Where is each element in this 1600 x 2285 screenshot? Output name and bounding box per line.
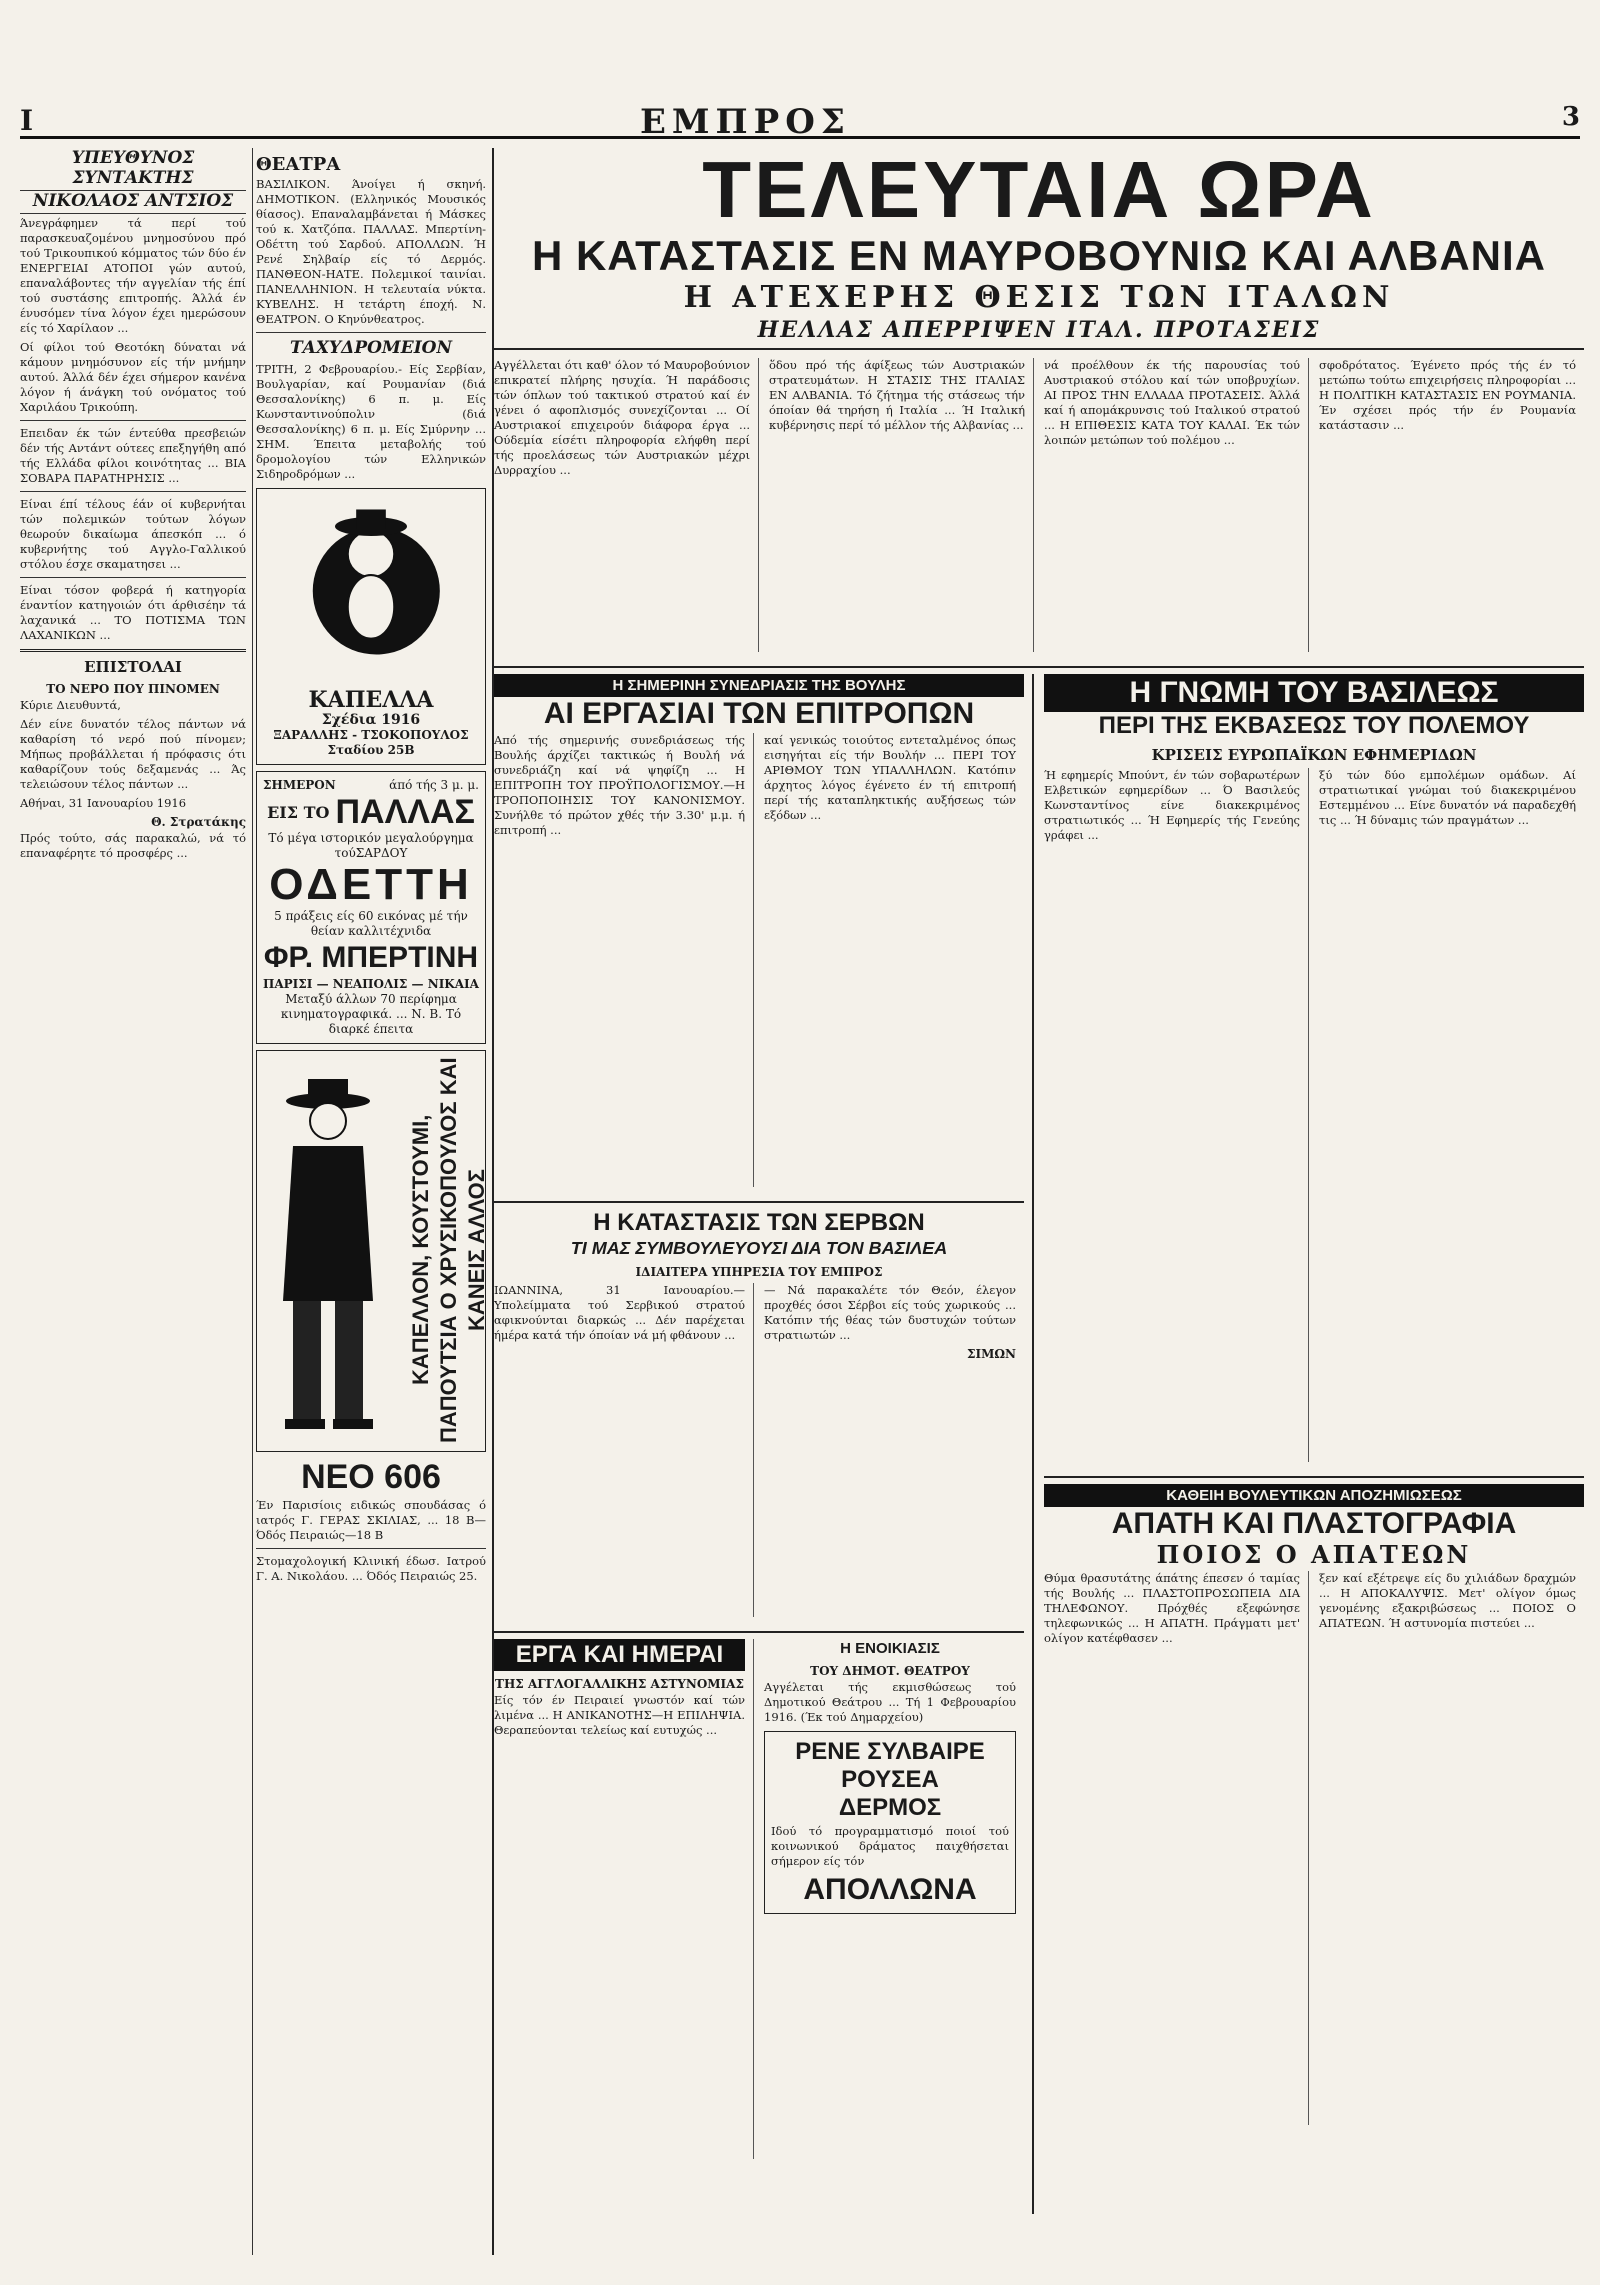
- left-column: [20, 148, 253, 2255]
- boule-title: Η ΣΗΜΕΡΙΝΗ ΣΥΝΕΔΡΙΑΣΙΣ ΤΗΣ ΒΟΥΛΗΣ: [494, 674, 1024, 697]
- kapella-subtitle: Σχέδια 1916: [321, 712, 421, 728]
- enoik-body: Αγγέλεται τής εκμισθώσεως τού Δημοτικού Θεάτρου ... Τή 1 Φεβρουαρίου 1916. (Έκ τού Δημαρχείου): [764, 1680, 1016, 1724]
- letters-signature: Θ. Στρατάκης: [151, 815, 246, 829]
- news-column: σφοδρότατος. Έγένετο πρός τής έν τό μετώπω τούτω επιχειρήσεις πληροφορίαι ... Η ΠΟΛΙΤΙΚΗ ΚΑΤΑΣΤΑΣΙΣ ΕΝ ΡΟΥΜΑΝΙΑ. Έν σχέσει πρός τήν έν Ρουμανία κατάστασιν ...: [1319, 358, 1576, 432]
- serb-columns: [494, 1281, 1024, 1621]
- lower-news: [494, 666, 1584, 2214]
- rousea-title: ΡΟΥΣΕΑ: [841, 1766, 939, 1793]
- cupid-illustration: [263, 501, 479, 681]
- kapella-address: Σταδίου 25Β: [327, 743, 415, 757]
- letters-date: Αθήναι, 31 Ιανουαρίου 1916: [20, 796, 187, 810]
- headline-montenegro: Η ΚΑΤΑΣΤΑΣΙΣ ΕΝ ΜΑΥΡΟΒΟΥΝΙΩ ΚΑΙ ΑΛΒΑΝΙΑ: [531, 232, 1547, 279]
- king-title: Η ΓΝΩΜΗ ΤΟΥ ΒΑΣΙΛΕΩΣ: [1044, 674, 1584, 712]
- divider: [256, 1548, 486, 1549]
- kapella-title: ΚΑΠΕΛΛΑ: [308, 687, 434, 713]
- erga-subtitle: ΤΗΣ ΑΓΓΛΟΓΑΛΛΙΚΗΣ ΑΣΤΥΝΟΜΙΑΣ: [495, 1677, 744, 1691]
- erga-title: ΕΡΓΑ ΚΑΙ ΗΜΕΡΑΙ: [494, 1639, 745, 1671]
- divider: [256, 332, 486, 333]
- theatres-title: ΘΕΑΤΡΑ: [256, 154, 341, 175]
- boule-subtitle: ΑΙ ΕΡΓΑΣΙΑΙ ΤΩΝ ΕΠΙΤΡΟΠΩΝ: [543, 697, 975, 730]
- news-column: Από τής σημερινής συνεδριάσεως τής Βουλής άρχίζει τακτικώς ή Βουλή νά συνεδριάζη καί νά ψηφίζη ... Η ΕΠΙΤΡΟΠΗ ΤΟΥ ΠΡΟΫΠΟΛΟΓΙΣΜΟΥ.—Η ΤΡΟΠΟΠΟΙΗΣΙΣ ΤΟΥ ΚΑΝΟΝΙΣΜΟΥ. Συνήλθε τό πρώτον χθές τήν 3.30' μ.μ. ή επιτροπή ...: [494, 733, 754, 1187]
- article-text: Είναι έπί τέλους έάν οί κυβερνήται τών πολεμικών τούτων λόγων θεωρούν δικαίωμα άπεσκόπ ... ό κυβερνήτης τού Αγγλο-Γαλλικού στόλου έσχε σκαματησει ...: [20, 497, 246, 571]
- pallas-advert: [256, 771, 486, 1044]
- cities-note: Μεταξύ άλλων 70 περίφημα κινηματογραφικά. ... Ν. Β. Τό διαρκέ έπειτα: [280, 992, 462, 1036]
- lower-left: [494, 674, 1034, 2214]
- article-text: Επειδαν έκ τών έντεύθα πρεσβειών δέν τής Αντάντ ούτεες επεξηγήθη από τής Ελλάδα φίλοι κοινότητας ... ΒΙΑ ΣΟΒΑΡΑ ΠΑΡΑΤΗΡΗΣΙΣ ...: [20, 426, 246, 485]
- fraud-title: ΚΑΘΕΙΗ ΒΟΥΛΕΥΤΙΚΩΝ ΑΠΟΖΗΜΙΩΣΕΩΣ: [1044, 1484, 1584, 1507]
- divider: [20, 420, 246, 421]
- article-text: Πρός τούτο, σάς παρακαλώ, νά τό επαναφέρητε τό προσφέρς ...: [20, 831, 246, 860]
- odetti-title: ΟΔΕΤΤΗ: [269, 860, 473, 909]
- headline-last-hour: ΤΕΛΕΥΤΑΙΑ ΩΡΑ: [702, 148, 1376, 234]
- lower-right: [1044, 674, 1584, 2214]
- headline-greece-rejects: ΗΕΛΛΑΣ ΑΠΕΡΡΙΨΕΝ ΙΤΑΛ. ΠΡΟΤΑΣΕΙΣ: [494, 316, 1584, 350]
- apollona-title: ΑΠΟΛΛΩΝΑ: [803, 1873, 977, 1906]
- theatres-list: ΒΑΣΙΛΙΚΟΝ. Άνοίγει ή σκηνή. ΔΗΜΟΤΙΚΟΝ. (Ελληνικός Μουσικός θίασος). Επαναλαμβάνεται ή Μάσκες τού κ. Χατζόπα. ΠΑΛΛΑΣ. Μπερτίνη-Οδέττη τού Σαρδού. ΑΠΟΛΛΩΝ. Ή Ρενέ Σηλβαίρ είς τό Δερμός. ΠΑΝΘΕΟΝ-ΗΑΤΕ. Πολεμικοί ταινίαι. ΠΑΝΕΛΛΗΝΙΟΝ. Η τελευταία νύκτα. ΚΥΒΕΛΗΣ. Η τετάρτη έποχή. Ν. ΘΕΑΤΡΟΝ. Ο Κηνύνθεατρος.: [256, 177, 486, 326]
- odetti-note: 5 πράξεις είς 60 εικόνας μέ τήν θείαν καλλιτέχνιδα: [274, 909, 468, 938]
- at-label: ΕΙΣ ΤΟ: [267, 802, 330, 822]
- gentleman-icon: [263, 1071, 393, 1441]
- article-text: Είναι τόσον φοβερά ή κατηγορία έναντίον κατηγοιών ότι άρθισέην τά λαχανικά ... ΤΟ ΠΟΤΙΣΜΑ ΤΩΝ ΛΑΧΑΝΙΚΩΝ ...: [20, 583, 246, 642]
- news-column: — Νά παρακαλέτε τόν Θεόν, έλεγον προχθές όσοι Σέρβοι είς τούς χωρικούς ... Κατόπιν τής θέας τών δυστυχών τούτων στρατιωτών ...: [764, 1283, 1016, 1342]
- cupid-icon: [263, 501, 479, 681]
- cities-line: ΠΑΡΙΣΙ — ΝΕΑΠΟΛΙΣ — ΝΙΚΑΙΑ: [263, 977, 479, 991]
- divider: [20, 577, 246, 578]
- clothing-advert-text: ΚΑΠΕΛΛΟΝ, ΚΟΥΣΤΟΥΜΙ, ΠΑΠΟΥΤΣΙΑ Ο ΧΡΥΣΙΚΟΠΟΥΛΟΣ ΚΑΙ ΚΑΝΕΙΣ ΑΛΛΟΣ: [408, 1057, 489, 1443]
- hat-advert: [256, 488, 486, 765]
- serb-title: Η ΚΑΤΑΣΤΑΣΙΣ ΤΩΝ ΣΕΡΒΩΝ: [593, 1209, 925, 1236]
- fraud-subtitle-2: ΠΟΙΟΣ Ο ΑΠΑΤΕΩΝ: [1156, 1540, 1472, 1569]
- news-column: ξεν καί εξέτρεψε είς δυ χιλιάδων δραχμών ... Η ΑΠΟΚΑΛΥΨΙΣ. Μετ' ολίγον όμως γενομένης εξακριβώσεως ... ΠΟΙΟΣ Ο ΑΠΑΤΕΩΝ. Ή αστυνομία πιστεύει ...: [1319, 1571, 1576, 1630]
- news-column: καί γενικώς τοιούτος εντεταλμένος όπως εισηγήται είς τήν Βουλήν ... ΠΕΡΙ ΤΟΥ ΑΡΙΘΜΟΥ ΤΩΝ ΥΠΑΛΛΗΛΩΝ. Κατόπιν άρχητος λόγος έγένετο έν τή επιτροπή περί τής καταπληκτικής αυξήσεως τών εξόδων ...: [764, 733, 1016, 822]
- divider: [20, 649, 246, 652]
- today-time: άπό τής 3 μ. μ.: [389, 778, 479, 792]
- post-title: ΤΑΧΥΔΡΟΜΕΙΟΝ: [289, 338, 453, 358]
- news-column: Θύμα θρασυτάτης άπάτης έπεσεν ό ταμίας τής Βουλής ... ΠΛΑΣΤΟΠΡΟΣΩΠΕΙΑ ΔΙΑ ΤΗΛΕΦΩΝΟΥ. Πρόχθές εξεφώνησε τηλεφωνικώς ... Η ΑΠΑΤΗ. Πράγματι μετ' ολίγον κατέφθασεν ...: [1044, 1571, 1309, 2125]
- kapella-shop: ΞΑΡΑΛΛΗΣ - ΤΣΟΚΟΠΟΥΛΟΣ: [273, 728, 469, 742]
- neo-body: Έν Παρισίοις ειδικώς σπουδάσας ό ιατρός Γ. ΓΕΡΑΣ ΣΚΙΛΙΑΣ, ... 18 Β—Όδός Πειραιώς—18 Β: [256, 1498, 486, 1542]
- last-hour-columns: [494, 356, 1584, 656]
- article-text: Άνεγράφημεν τά περί τού παρασκευαζομένου μνημοσύνου πρό τού Τρικουπικού κόμματος τών δύο έν ΕΝΕΡΓΕΙΑΙ ΑΤΟΠΟΙ γών αυτού, επαναλάβοντες τήν αγγελίαν τής έπί τού συστάσης επιτροπής. Άλλά έν ένυσόμεν τίνα λόγον έχει ημερώσουν είς τό Χαρίλαον ...: [20, 216, 246, 335]
- erga-body: Είς τόν έν Πειραιεί γνωστόν καί τών λιμένα ... Η ΑΝΙΚΑΝΟΤΗΣ—Η ΕΠΙΛΗΨΙΑ. Θεραπεύονται τελείως καί ευτυχώς ...: [494, 1693, 745, 1737]
- news-column: νά προέλθουν έκ τής παρουσίας τού Αυστριακού στόλου καί τών υποβρυχίων. ΑΙ ΠΡΟΣ ΤΗΝ ΕΛΛΑΔΑ ΠΡΟΤΑΣΕΙΣ. Άλλά καί ή απομάκρυνσις τού Ιταλικού στρατού ... Η ΕΠΙΘΕΣΙΣ ΚΑΤΑ ΤΟΥ ΚΑΛΑΙ. Έκ τών λοιπών μετώπων τού πολέμου ...: [1044, 358, 1309, 652]
- film-note: Τό μέγα ιστορικόν μεγαλούργημα τούΣΑΡΔΟΥ: [268, 831, 474, 860]
- main-news-area: [494, 148, 1584, 2255]
- divider: [20, 491, 246, 492]
- masthead: [20, 100, 1580, 142]
- fraud-columns: [1044, 1569, 1584, 2129]
- bottom-left-blocks: [494, 1631, 1024, 2159]
- today-label: ΣΗΜΕΡΟΝ: [263, 778, 336, 792]
- news-column: Αγγέλλεται ότι καθ' όλον τό Μαυροβούνιον επικρατεί πλήρης ησυχία. Ή παράδοσις τών όπλων τού τακτικού στρατού καί έν γένει ό αφοπλισμός συνεχίζονται ... Οί Αυστριακοί επιχειρούν διάφορα έργα ... Ούδεμία είσέτι πληροφορία ελήφθη περί τής προελάσεως τών Αυστριακών μέχρι Δυρραχίου ...: [494, 358, 759, 652]
- news-column: Ή εφημερίς Μπούντ, έν τών σοβαρωτέρων Ελβετικών εφημερίδων ... Ό Βασιλεύς Κωνσταντίνος είνε διακεκριμένος στρατιωτικός ... Ή Εφημερίς τής Γενεύης γράφει ...: [1044, 768, 1309, 1462]
- headline-italians: Η ΑΤΕΧΕΡΗΣ ΘΕΣΙΣ ΤΩΝ ΙΤΑΛΩΝ: [683, 280, 1395, 315]
- masthead-mark: I: [20, 104, 34, 137]
- letters-body: Δέν είνε δυνατόν τέλος πάντων νά καθαρίση τό νερό πού πίνομεν; Μήπως προβάλλεται ή πρόφασις ότι καθαρίζουν τούς δεξαμενάς ... Άς τελειώσουν τέλος πάντων ...: [20, 717, 246, 791]
- editor-name: ΝΙΚΟΛΑΟΣ ΑΝΤΣΙΟΣ: [20, 191, 246, 214]
- boule-columns: [494, 731, 1024, 1191]
- editor-header: ΥΠΕΥΘΥΝΟΣ ΣΥΝΤΑΚΤΗΣ: [20, 148, 246, 191]
- serb-subtitle: ΤΙ ΜΑΣ ΣΥΜΒΟΥΛΕΥΟΥΣΙ ΔΙΑ ΤΟΝ ΒΑΣΙΛΕΑ: [570, 1238, 948, 1258]
- dermos-title: ΔΕΡΜΟΣ: [838, 1794, 942, 1821]
- serb-signature: ΣΙΜΩΝ: [966, 1347, 1016, 1361]
- letters-title: ΕΠΙΣΤΟΛΑΙ: [84, 658, 182, 676]
- news-column: ξύ τών δύο εμπολέμων ομάδων. Αί στρατιωτικαί γνώμαι τού διακεκριμένου Εστεμμένου ... Είνε δυνατόν νά παραδεχθή τις ... Ή δύναμις τών πραγμάτων ...: [1319, 768, 1576, 827]
- king-subtitle-2: ΚΡΙΣΕΙΣ ΕΥΡΩΠΑΪΚΩΝ ΕΦΗΜΕΡΙΔΩΝ: [1151, 746, 1477, 764]
- news-column: ὅδου πρό τής άφίξεως τών Αυστριακών στρατευμάτων. Η ΣΤΑΣΙΣ ΤΗΣ ΙΤΑΛΙΑΣ ΕΝ ΑΛΒΑΝΙΑ. Τό ζήτημα τής στάσεως τήν όποίαν θά τηρήση ή Ιταλία ... Ή Ιταλική κυβέρνησις περί τό μέλλον τής Αλβανίας ...: [769, 358, 1034, 652]
- enoik-title: Η ΕΝΟΙΚΙΑΣΙΣ: [840, 1640, 940, 1657]
- bertini-title: ΦΡ. ΜΠΕΡΤΙΝΗ: [263, 941, 479, 974]
- news-column: ΙΩΑΝΝΙΝΑ, 31 Ιανουαρίου.— Υπολείμματα τού Σερβικού στρατού αφικνούνται διαρκώς ... Δέν παρέχεται ήμέρα κατά τήν όποίαν νά μή φθάνουν ...: [494, 1283, 754, 1617]
- rene-title: ΡΕΝΕ ΣΥΛΒΑΙΡΕ: [795, 1738, 985, 1765]
- page-number: 3: [1561, 102, 1580, 132]
- article-text: Οί φίλοι τού Θεοτόκη δύναται νά κάμουν μνημόσυνον είς τήν μνήμην αυτού. Άλλά δέν έχει σήμερον κανένα λόγον ή άνάγκη τού ονόματος τού Χαριλάου Τρικούπη.: [20, 340, 246, 414]
- king-subtitle: ΠΕΡΙ ΤΗΣ ΕΚΒΑΣΕΩΣ ΤΟΥ ΠΟΛΕΜΟΥ: [1098, 712, 1530, 739]
- serb-service: ΙΔΙΑΙΤΕΡΑ ΥΠΗΡΕΣΙΑ ΤΟΥ ΕΜΠΡΟΣ: [635, 1265, 883, 1279]
- enoik-subtitle: ΤΟΥ ΔΗΜΟΤ. ΘΕΑΤΡΟΥ: [810, 1664, 970, 1678]
- second-column: [256, 148, 494, 2255]
- fraud-subtitle: ΑΠΑΤΗ ΚΑΙ ΠΛΑΣΤΟΓΡΑΦΙΑ: [1111, 1507, 1517, 1540]
- pallas-title: ΠΑΛΛΑΣ: [335, 793, 475, 831]
- king-columns: [1044, 766, 1584, 1466]
- clothing-advert: [256, 1050, 489, 1452]
- letters-salutation: Κύριε Διευθυντά,: [20, 698, 121, 712]
- clinic-advert: Στομαχολογική Κλινική έδωσ. Ιατρού Γ. Α. Νικολάου. ... Όδός Πειραιώς 25.: [256, 1554, 486, 1583]
- rene-advert: [764, 1731, 1016, 1914]
- neo-title: ΝΕΟ 606: [301, 1458, 441, 1496]
- newspaper-name: ΕΜΠΡΟΣ: [640, 102, 851, 142]
- post-schedule: ΤΡΙΤΗ, 2 Φεβρουαρίου.- Είς Σερβίαν, Βουλγαρίαν, καί Ρουμανίαν (διά Θεσσαλονίκης) 6 π. μ. Είς Κωνσταντινούπολιν (διά Θεσσαλονίκης) 6 π. μ. Είς Σμύρνην ... ΣΗΜ. Έπειτα μεταβολής τού δρομολογίου τών Ελληνικών Σιδηροδρόμων ...: [256, 362, 486, 481]
- letters-subtitle: ΤΟ ΝΕΡΟ ΠΟΥ ΠΙΝΟΜΕΝ: [46, 682, 220, 696]
- rene-note: Ιδού τό προγραμματισμό ποιοί τού κοινωνικού δράματος παιχθήσεται σήμερον είς τόν: [771, 1824, 1009, 1868]
